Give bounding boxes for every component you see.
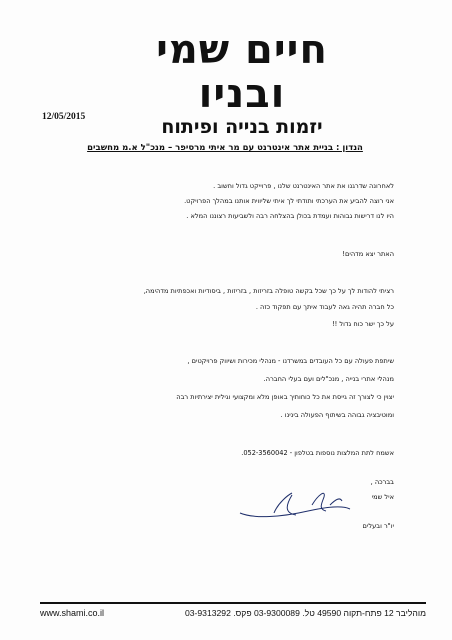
letter-footer (40, 608, 426, 618)
company-logo (108, 27, 376, 138)
paragraph-line: ומוטיבציה גבוהה בשיתוף הפעולה בינינו . (280, 411, 394, 419)
logo-tagline: יזמות בנייה ופיתוח (161, 116, 323, 138)
paragraph-line: אשמח לתת המלצות נוספות בטלפון - 052-3560042. (241, 449, 394, 457)
paragraph-line: על כך ישר כוח גדול !! (332, 320, 394, 328)
closing-greeting: בברכה , (370, 478, 394, 486)
paragraph-line: היו לנו דרישות גבוהות ועמדת בכולן בהצלחה רבה ולשביעות רצוננו המלא . (186, 212, 394, 220)
letter-subject: הנדון : בניית אתר אינטרנט עם מר איתי מרסיפר – מנכ"ל א.מ מחשבים (87, 143, 363, 153)
paragraph-line: האתר יצא מדהים! (342, 250, 394, 258)
letter-date: 12/05/2015 (42, 112, 86, 122)
paragraph-line: רציתי להודות לך על כך שכל בקשה טופלה בזריזות , בזריזות , ביסודיות ואכפתיות מדהימה, (143, 287, 394, 295)
paragraph-line: מנהלי אתרי בנייה , מנכ"לים ועם בעלי החברה. (263, 375, 394, 383)
footer-divider (40, 602, 426, 604)
signer-title: יו"ר ובעלים (362, 522, 394, 530)
footer-website: www.shami.co.il (40, 608, 105, 618)
paragraph-line: כל חברה תהיה גאה לעבוד איתך עם תפקוד כזה . (255, 303, 394, 311)
paragraph-line: אני רוצה להביע את הערכתי ותודתי לך איתי שליווית אותנו במהלך הפרויקט. (184, 197, 394, 205)
paragraph-line: יצוין כי לצורך זה גייסת את כל כוחותיך באופן מלא ומקצועי וגילית יצירתיות רבה (176, 393, 394, 401)
signer-name: איל שמי (371, 493, 394, 501)
footer-contact-details: מוהליבר 12 פתח-תקוה 49590 טל. 03-9300089 פקס. 03-9313292 (184, 608, 426, 618)
handwritten-signature (234, 487, 354, 527)
paragraph-line: לאחרונה שדרגנו את אתר האינטרנט שלנו , פרוייקט גדול וחשוב . (213, 182, 394, 190)
paragraph-line: שיתפת פעולה עם כל העובדים במשרדנו - מנהלי מכירות ושיווק פרויקטים , (187, 357, 394, 365)
logo-company-name: חיים שמי ובניו (156, 27, 328, 117)
